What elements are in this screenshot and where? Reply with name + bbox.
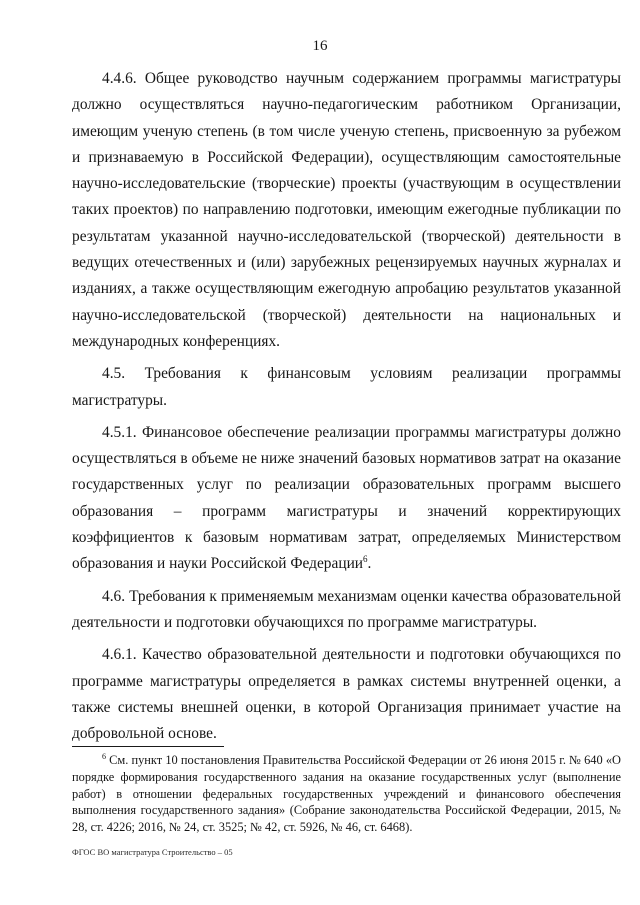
- document-body: [72, 66, 621, 753]
- footnote-separator: [72, 746, 224, 747]
- paragraph-4-5: 4.5. Требования к финансовым условиям реализации программы магистратуры.: [72, 365, 621, 409]
- paragraph-4-5-1-text: 4.5.1. Финансовое обеспечение реализации программы магистратуры должно осуществляться в объеме не ниже значений базовых нормативов затрат на оказание государственных услуг по реализации образовательных программ высшего образования – программ магистратуры и значений корректирующих коэффициентов к базовым нормативам затрат, определяемых Министерством образования и науки Российской Федерации: [72, 423, 621, 573]
- paragraph-4-6-1: 4.6.1. Качество образовательной деятельности и подготовки обучающихся по программе магистратуры определяется в рамках системы внутренней оценки, а также системы внешней оценки, в которой Организация принимает участие на добровольной основе.: [72, 646, 621, 743]
- footnote-marker: 6: [102, 752, 106, 761]
- page-number: 16: [312, 38, 328, 54]
- document-footer: ФГОС ВО магистратура Строительство – 05: [72, 847, 233, 857]
- paragraph-4-5-1: [72, 420, 621, 578]
- footnote: [72, 752, 621, 836]
- paragraph-4-6: 4.6. Требования к применяемым механизмам оценки качества образовательной деятельности и подготовки обучающихся по программе магистратуры.: [72, 587, 621, 631]
- footnote-text: См. пункт 10 постановления Правительства Российской Федерации от 26 июня 2015 г. № 640 «О порядке формирования государственного задания на оказание государственных услуг (выполнение работ) в отношении федеральных государственных учреждений и финансового обеспечения выполнения государственного задания» (Собрание законодательства Российской Федерации, 2015, № 28, ст. 4226; 2016, № 24, ст. 3525; № 42, ст. 5926, № 46, ст. 6468).: [72, 753, 621, 835]
- paragraph-4-4-6: 4.4.6. Общее руководство научным содержанием программы магистратуры должно осуществляться научно-педагогическим работником Организации, имеющим ученую степень (в том числе ученую степень, присвоенную за рубежом и признаваемую в Российской Федерации), осуществляющим самостоятельные научно-исследовательские (творческие) проекты (участвующим в осуществлении таких проектов) по направлению подготовки, имеющим ежегодные публикации по результатам указанной научно-исследовательской (творческой) деятельности в ведущих отечественных и (или) зарубежных рецензируемых научных журналах и изданиях, а также осуществляющим ежегодную апробацию результатов указанной научно-исследовательской (творческой) деятельности на национальных и международных конференциях.: [72, 70, 621, 350]
- paragraph-4-5-1-end: .: [367, 555, 372, 573]
- footnote-reference: 6: [363, 554, 368, 565]
